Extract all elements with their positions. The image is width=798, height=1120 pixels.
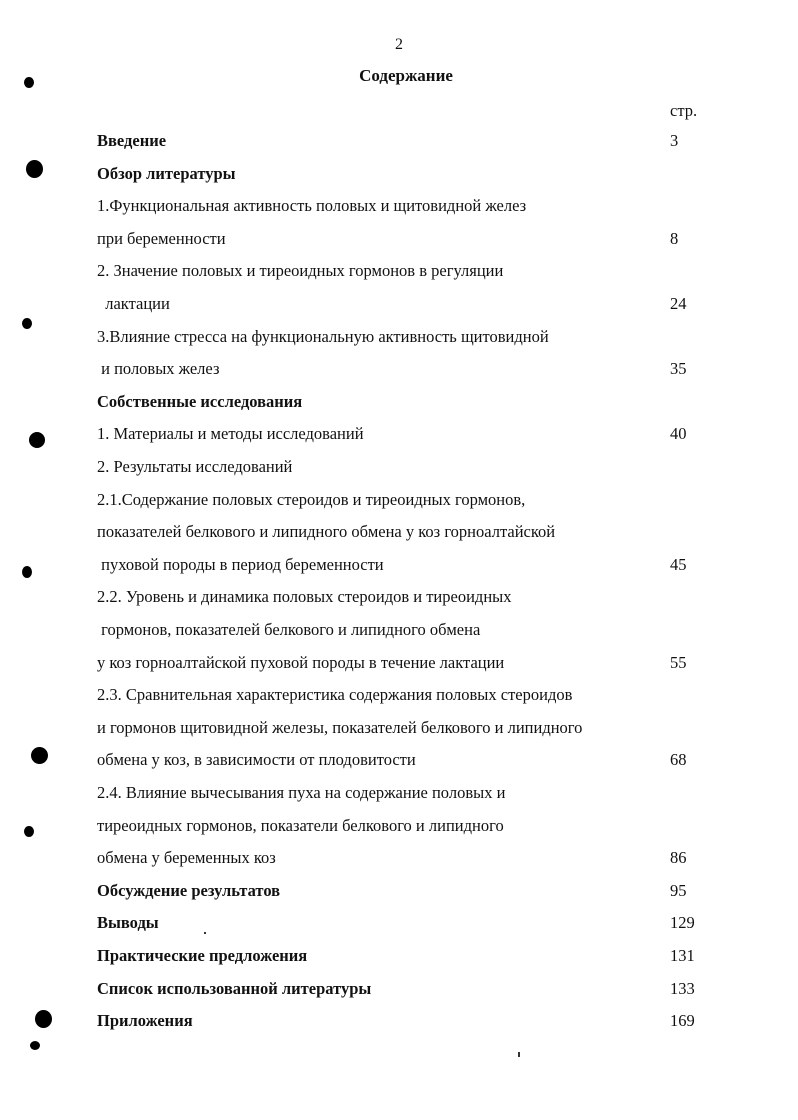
- scan-speck: [204, 932, 206, 934]
- toc-page-number: 95: [670, 880, 687, 900]
- toc-line: и гормонов щитовидной железы, показателей белкового и липидного: [97, 717, 583, 737]
- binder-hole-5: [22, 566, 32, 578]
- toc-line: Введение: [97, 131, 167, 150]
- toc-page-number: 133: [670, 978, 695, 998]
- toc-line: лактации: [97, 294, 170, 313]
- toc-page-number: 129: [670, 913, 695, 933]
- page-title: Содержание: [359, 66, 453, 85]
- toc-page-number: 169: [670, 1011, 695, 1031]
- toc-line: Собственные исследования: [97, 391, 303, 411]
- toc-page-number: 24: [670, 294, 687, 313]
- toc-line: Выводы: [97, 913, 159, 933]
- toc-line: Обзор литературы: [97, 163, 236, 183]
- toc-line: гормонов, показателей белкового и липидного обмена: [97, 620, 481, 639]
- toc-page-number: 45: [670, 554, 687, 574]
- toc-line: пуховой породы в период беременности: [97, 554, 384, 574]
- toc-line: 2.1.Содержание половых стероидов и тиреоидных гормонов,: [97, 489, 526, 509]
- toc-line: показателей белкового и липидного обмена у коз горноалтайской: [97, 522, 556, 542]
- toc-page-number: 55: [670, 652, 687, 672]
- toc-line: при беременности: [97, 228, 226, 248]
- toc-line: обмена у коз, в зависимости от плодовитости: [97, 750, 416, 770]
- binder-hole-2: [26, 160, 43, 178]
- toc-line: 1.Функциональная активность половых и щитовидной желез: [97, 196, 527, 216]
- toc-page-number: 8: [670, 228, 679, 248]
- toc-line: 1. Материалы и методы исследований: [97, 424, 364, 444]
- toc-line: 2.3. Сравнительная характеристика содержания половых стероидов: [97, 685, 573, 705]
- binder-hole-3: [22, 318, 32, 329]
- toc-line: тиреоидных гормонов, показатели белкового и липидного: [97, 815, 504, 835]
- toc-page-number: 3: [670, 131, 679, 150]
- binder-hole-9: [30, 1041, 40, 1050]
- toc-line: 2. Значение половых и тиреоидных гормонов в регуляции: [97, 261, 504, 281]
- toc-page-number: 40: [670, 424, 687, 444]
- page-column-label: стр.: [670, 101, 698, 120]
- toc-line: 2.4. Влияние вычесывания пуха на содержание половых и: [97, 783, 506, 802]
- toc-page-number: 35: [670, 359, 687, 379]
- toc-line: Список использованной литературы: [97, 978, 372, 998]
- toc-line: 2.2. Уровень и динамика половых стероидов и тиреоидных: [97, 587, 512, 607]
- binder-hole-7: [24, 826, 34, 837]
- scan-speck: [518, 1052, 520, 1057]
- toc-line: Практические предложения: [97, 946, 308, 965]
- toc-line: и половых желез: [97, 359, 220, 379]
- toc-line: у коз горноалтайской пуховой породы в течение лактации: [97, 652, 505, 672]
- toc-page-number: 86: [670, 848, 687, 868]
- binder-hole-4: [29, 432, 45, 448]
- binder-hole-1: [24, 77, 34, 88]
- toc-line: обмена у беременных коз: [97, 848, 276, 868]
- toc-line: Приложения: [97, 1011, 193, 1031]
- binder-hole-8: [35, 1010, 52, 1028]
- toc-page-number: 131: [670, 946, 695, 965]
- page-number: 2: [395, 36, 403, 53]
- toc-line: 2. Результаты исследований: [97, 457, 293, 476]
- toc-line: Обсуждение результатов: [97, 880, 281, 900]
- toc-page-number: 68: [670, 750, 687, 770]
- toc-line: 3.Влияние стресса на функциональную активность щитовидной: [97, 326, 549, 346]
- binder-hole-6: [31, 747, 48, 764]
